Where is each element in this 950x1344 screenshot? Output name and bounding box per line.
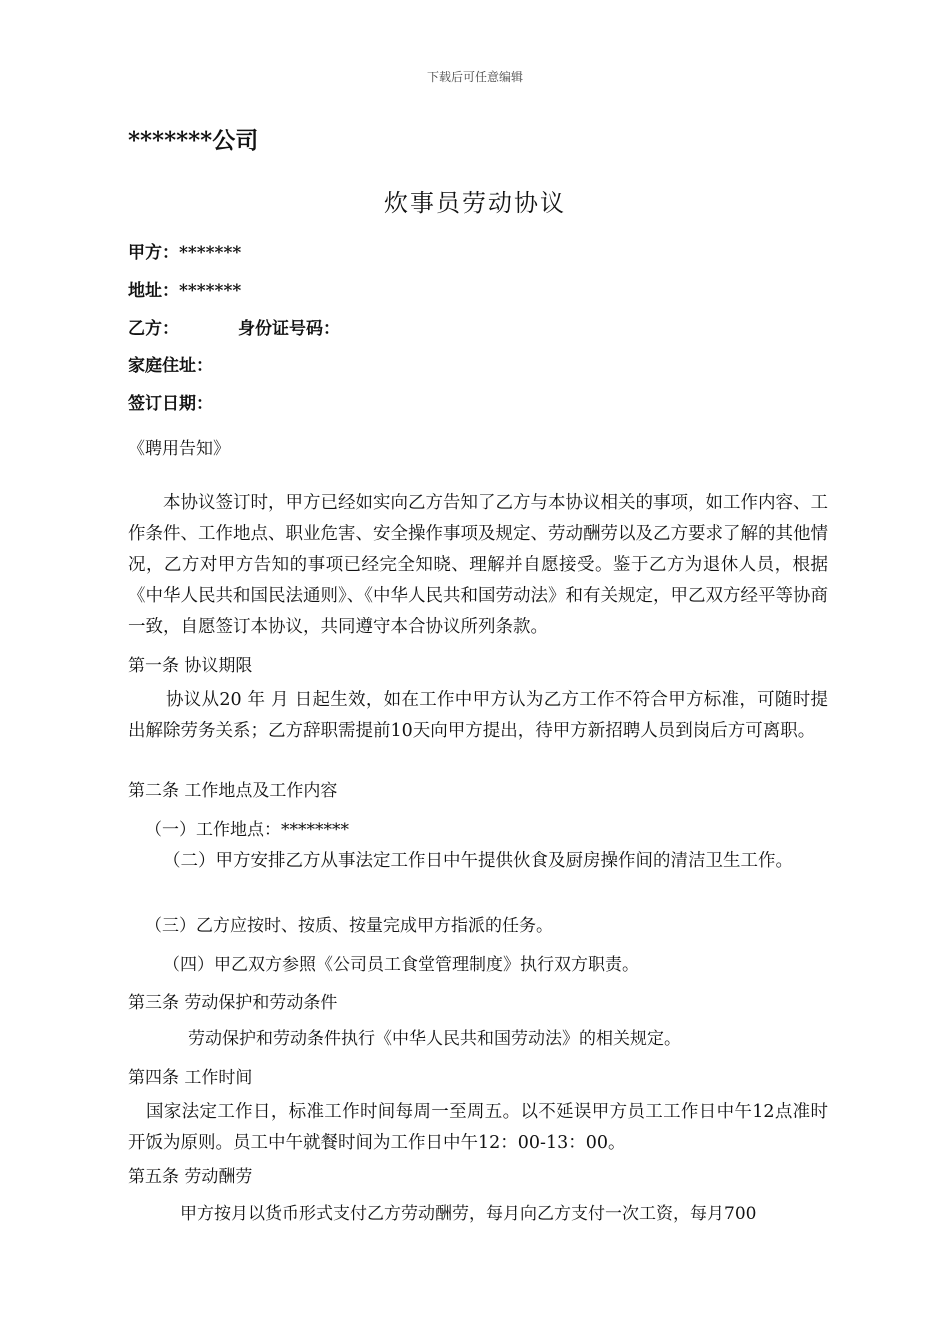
article-1-text: 协议从20 年 月 日起生效，如在工作中甲方认为乙方工作不符合甲方标准，可随时提出解除劳务关系；乙方辞职需提前10天向甲方提出，待甲方新招聘人员到岗后方可离职。 [128, 690, 828, 741]
company-name: *******公司 [128, 127, 259, 154]
party-a-field: 甲方：******* [128, 243, 242, 263]
page-header-note: 下载后可任意编辑 [426, 70, 523, 84]
article-4-heading: 第四条 工作时间 [128, 1068, 253, 1088]
article-3-heading: 第三条 劳动保护和劳动条件 [128, 993, 338, 1013]
article-2-item-3: （三）乙方应按时、按质、按量完成甲方指派的任务。 [145, 916, 553, 936]
article-2-item-1: （一）工作地点：******** [145, 820, 349, 840]
article-2-item-4: （四）甲乙双方参照《公司员工食堂管理制度》执行双方职责。 [163, 955, 639, 975]
article-2-heading: 第二条 工作地点及工作内容 [128, 781, 338, 801]
article-3-text: 劳动保护和劳动条件执行《中华人民共和国劳动法》的相关规定。 [188, 1029, 681, 1049]
address-field: 地址：******* [128, 281, 242, 301]
article-4-text: 国家法定工作日，标准工作时间每周一至周五。以不延误甲方员工工作日中午12点准时开饭为原则。员工中午就餐时间为工作日中午12：00-13：00。 [128, 1102, 828, 1153]
article-1-heading: 第一条 协议期限 [128, 656, 253, 676]
intro-paragraph: 本协议签订时，甲方已经如实向乙方告知了乙方与本协议相关的事项，如工作内容、工作条件、工作地点、职业危害、安全操作事项及规定、劳动酬劳以及乙方要求了解的其他情况，乙方对甲方告知的事项已经完全知晓、理解并自愿接受。鉴于乙方为退休人员，根据《中华人民共和国民法通则》、《中华人民共和国劳动法》和有关规定，甲乙双方经平等协商一致，自愿签订本协议，共同遵守本合协议所列条款。 [128, 493, 828, 637]
home-address-field: 家庭住址： [128, 356, 213, 376]
article-5-text: 甲方按月以货币形式支付乙方劳动酬劳，每月向乙方支付一次工资，每月700 [180, 1204, 757, 1224]
article-5-heading: 第五条 劳动酬劳 [128, 1167, 253, 1187]
id-number-field: 身份证号码： [238, 319, 340, 339]
notice-title: 《聘用告知》 [128, 439, 230, 459]
article-2-item-2: （二）甲方安排乙方从事法定工作日中午提供伙食及厨房操作间的清洁卫生工作。 [163, 851, 793, 871]
party-b-field: 乙方： [128, 319, 179, 339]
sign-date-field: 签订日期： [128, 394, 213, 414]
document-title: 炊事员劳动协议 [384, 189, 566, 217]
